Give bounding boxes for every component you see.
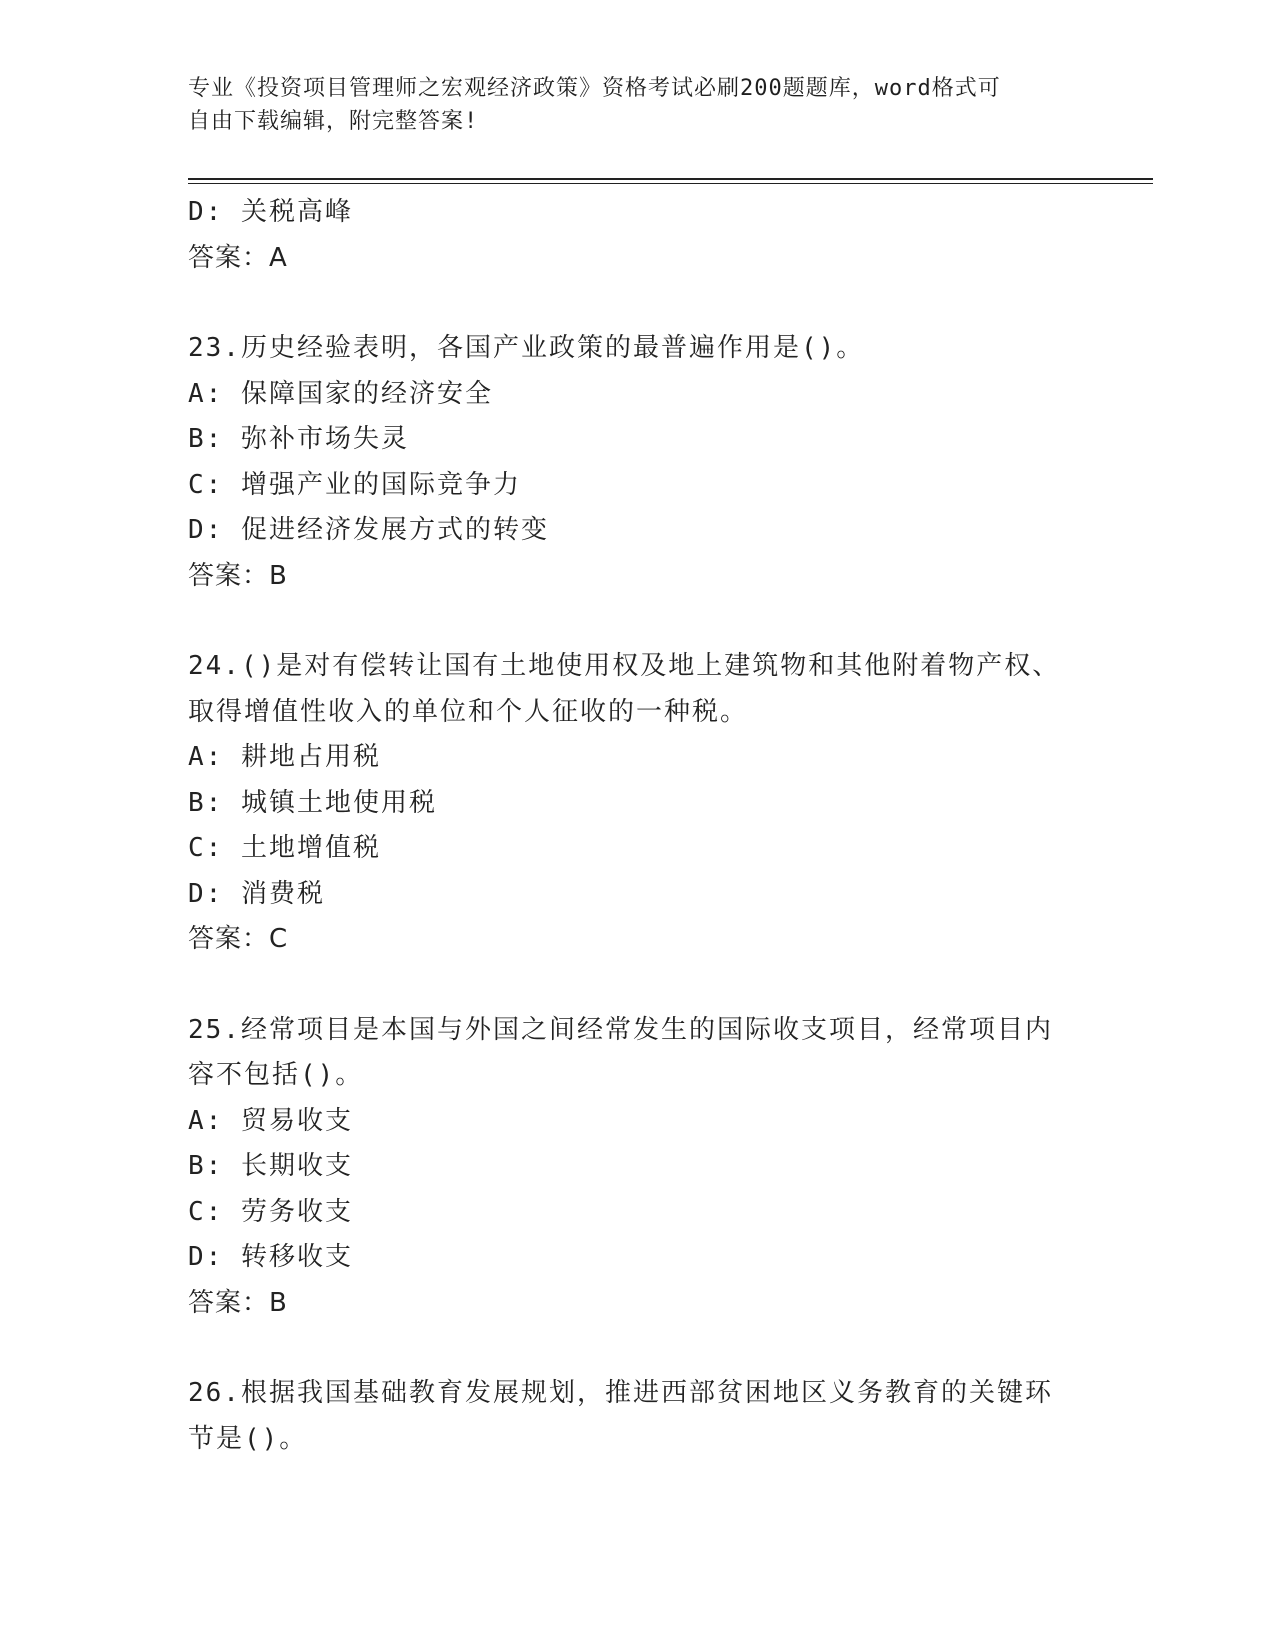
question-26: [188, 1371, 1088, 1462]
question-text: 节是()。: [188, 1423, 308, 1454]
question-list: [188, 190, 1088, 1462]
spacer: [188, 1326, 1088, 1371]
option-d: D: 转移收支: [188, 1242, 353, 1272]
question-text: 23.历史经验表明，各国产业政策的最普遍作用是()。: [188, 333, 865, 363]
question-text: 26.根据我国基础教育发展规划，推进西部贫困地区义务教育的关键环: [188, 1378, 1053, 1408]
option-a: A: 耕地占用税: [188, 742, 381, 772]
option-a: A: 贸易收支: [188, 1105, 353, 1136]
answer-line: 答案：C: [188, 924, 289, 954]
spacer: [188, 281, 1088, 326]
header-line-2: 自由下载编辑，附完整答案!: [188, 109, 479, 134]
answer-line: 答案：A: [188, 242, 288, 273]
option-c: C: 增强产业的国际竞争力: [188, 469, 521, 500]
question-25: [188, 1008, 1088, 1327]
option-c: C: 土地增值税: [188, 833, 381, 863]
option-b: B: 城镇土地使用税: [188, 787, 437, 818]
option-b: B: 弥补市场失灵: [188, 424, 409, 454]
document-header: [188, 72, 1068, 138]
answer-line: 答案：B: [188, 560, 288, 591]
option-c: C: 劳务收支: [188, 1196, 353, 1227]
question-text: 25.经常项目是本国与外国之间经常发生的国际收支项目，经常项目内: [188, 1014, 1053, 1045]
answer-line: 答案：B: [188, 1287, 288, 1318]
question-text: 取得增值性收入的单位和个人征收的一种税。: [188, 696, 749, 727]
header-divider: [188, 178, 1153, 184]
option-d: D: 消费税: [188, 878, 325, 909]
option-d: D: 关税高峰: [188, 197, 353, 227]
option-b: B: 长期收支: [188, 1151, 353, 1181]
previous-question-tail: [188, 190, 1088, 281]
question-text: 24.()是对有偿转让国有土地使用权及地上建筑物和其他附着物产权、: [188, 651, 1061, 681]
question-text: 容不包括()。: [188, 1060, 364, 1090]
option-d: D: 促进经济发展方式的转变: [188, 515, 549, 545]
spacer: [188, 599, 1088, 644]
option-a: A: 保障国家的经济安全: [188, 378, 493, 409]
spacer: [188, 963, 1088, 1008]
header-line-1: 专业《投资项目管理师之宏观经济政策》资格考试必刷200题题库，word格式可: [188, 76, 1001, 101]
question-23: [188, 326, 1088, 599]
question-24: [188, 644, 1088, 963]
